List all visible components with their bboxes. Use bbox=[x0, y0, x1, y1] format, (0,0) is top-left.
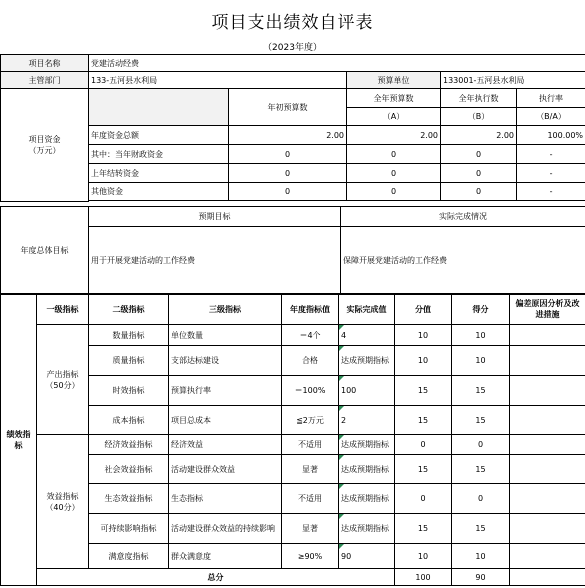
rate-header: 执行率 bbox=[517, 89, 585, 108]
total-label: 总分 bbox=[37, 569, 395, 586]
actual-goal-header: 实际完成情况 bbox=[341, 207, 585, 227]
l2-header: 二级指标 bbox=[89, 294, 169, 325]
reason-header: 偏差原因分析及改进措施 bbox=[510, 294, 585, 325]
project-name-value: 党建活动经费 bbox=[89, 55, 585, 72]
full-score-header: 分值 bbox=[395, 294, 452, 325]
project-name-label: 项目名称 bbox=[1, 55, 89, 72]
a-header: （A） bbox=[347, 108, 441, 126]
full-budget-header: 全年预算数 bbox=[347, 89, 441, 108]
dept-label: 主管部门 bbox=[1, 72, 89, 89]
info-funds-table bbox=[0, 54, 585, 202]
perf-row: 成本指标 项目总成本 ≦2万元 2 15 15 bbox=[1, 406, 585, 435]
funds-row: 其中：当年财政资金 0 0 0 - bbox=[1, 145, 585, 164]
perf-row: 效益指标（40分） 经济效益指标 经济效益 不适用 达成预期指标 0 0 bbox=[1, 435, 585, 455]
goals-table bbox=[0, 206, 585, 295]
perf-row: 质量指标 支部达标建设 合格 达成预期指标 10 10 bbox=[1, 346, 585, 376]
perf-row: 产出指标（50分） 数量指标 单位数量 ＝4个 4 10 10 bbox=[1, 325, 585, 346]
ba-header: （B/A） bbox=[517, 108, 585, 126]
l3-header: 三级指标 bbox=[169, 294, 282, 325]
dept-value: 133-五河县水利局 bbox=[89, 72, 347, 89]
funds-label: 项目资金 （万元） bbox=[1, 89, 89, 202]
expected-goal-header: 预期目标 bbox=[89, 207, 341, 227]
total-full-score: 100 bbox=[395, 569, 452, 586]
actual-header: 实际完成值 bbox=[339, 294, 395, 325]
score-header: 得分 bbox=[452, 294, 510, 325]
output-group-label: 产出指标（50分） bbox=[37, 325, 89, 435]
total-row bbox=[1, 569, 585, 586]
full-exec-header: 全年执行数 bbox=[441, 89, 517, 108]
funds-row: 年度资金总额 2.00 2.00 2.00 100.00% bbox=[1, 126, 585, 145]
perf-row: 可持续影响指标 活动建设群众效益的持续影响 显著 达成预期指标 15 15 bbox=[1, 514, 585, 544]
funds-row: 上年结转资金 0 0 0 - bbox=[1, 164, 585, 183]
perf-label: 绩效指标 bbox=[1, 294, 37, 586]
perf-row: 时效指标 预算执行率 ＝100% 100 15 15 bbox=[1, 376, 585, 406]
performance-table bbox=[0, 293, 585, 586]
perf-row: 社会效益指标 活动建设群众效益 显著 达成预期指标 15 15 bbox=[1, 455, 585, 484]
initial-budget-header: 年初预算数 bbox=[229, 89, 347, 126]
total-score: 90 bbox=[452, 569, 510, 586]
unit-value: 133001-五河县水利局 bbox=[441, 72, 585, 89]
actual-goal: 保障开展党建活动的工作经费 bbox=[341, 227, 585, 295]
b-header: （B） bbox=[441, 108, 517, 126]
perf-row: 生态效益指标 生态指标 不适用 达成预期指标 0 0 bbox=[1, 484, 585, 514]
unit-label: 预算单位 bbox=[347, 72, 441, 89]
target-header: 年度指标值 bbox=[282, 294, 339, 325]
page-title: 项目支出绩效自评表 bbox=[211, 13, 374, 33]
benefit-group-label: 效益指标（40分） bbox=[37, 435, 89, 569]
l1-header: 一级指标 bbox=[37, 294, 89, 325]
perf-row: 满意度指标 群众满意度 ≥90% 90 10 10 bbox=[1, 544, 585, 569]
expected-goal: 用于开展党建活动的工作经费 bbox=[89, 227, 341, 295]
goals-label: 年度总体目标 bbox=[1, 207, 89, 295]
funds-row: 其他资金 0 0 0 - bbox=[1, 183, 585, 201]
year-subtitle: （2023年度） bbox=[263, 43, 322, 53]
